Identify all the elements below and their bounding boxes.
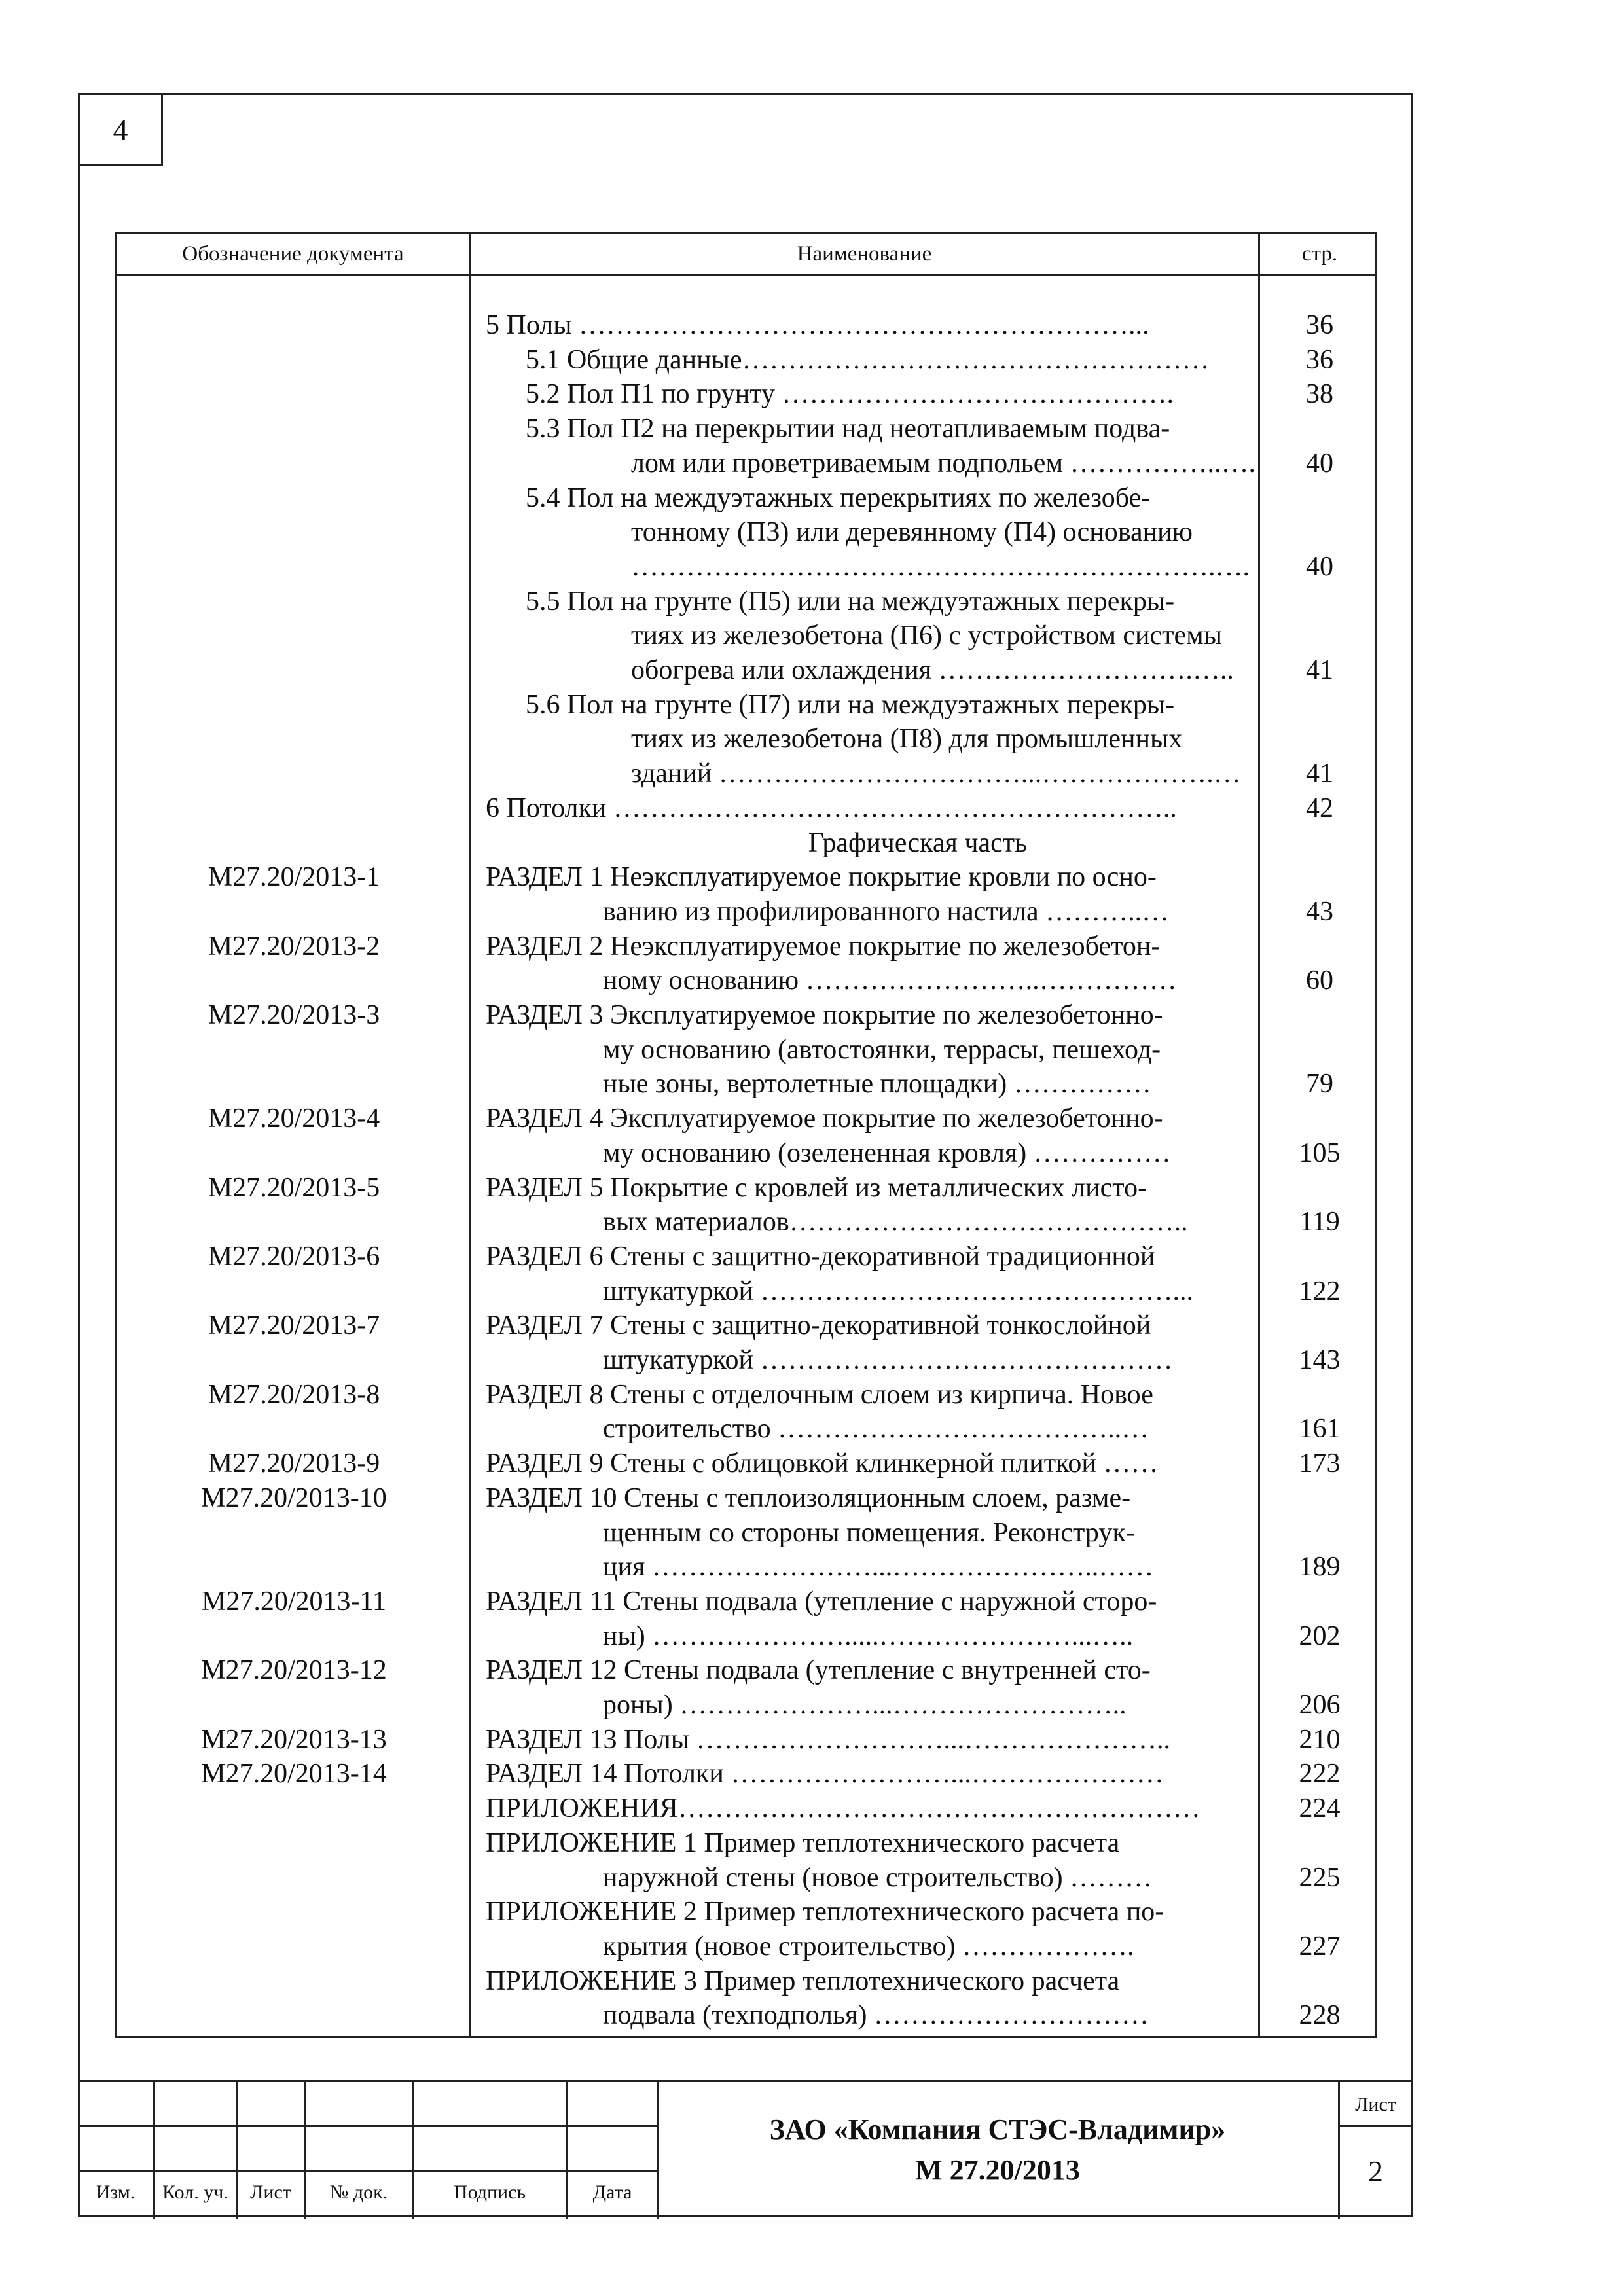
stamp-label-count: Кол. уч.: [162, 2181, 228, 2203]
row-title: РАЗДЕЛ 7 Стены с защитно-декоративной тонкослойной: [486, 1310, 1151, 1341]
page-number: 4: [113, 113, 128, 147]
row-title: тиях из железобетона (П6) с устройством системы: [631, 620, 1222, 651]
row-title: ПРИЛОЖЕНИЕ 2 Пример теплотехнического расчета по-: [486, 1897, 1164, 1928]
document-code: М 27.20/2013: [915, 2154, 1080, 2186]
row-page: 36: [1306, 344, 1333, 375]
row-title: роны) …………………...……………………..: [603, 1690, 1127, 1720]
row-title: РАЗДЕЛ 1 Неэксплуатируемое покрытие кровли по осно-: [486, 862, 1157, 893]
row-page: 40: [1306, 448, 1333, 478]
row-title: му основанию (автостоянки, террасы, пешеход-: [603, 1034, 1161, 1065]
row-page: 42: [1306, 793, 1333, 823]
row-title: лом или проветриваемым подпольем ……………..….: [631, 448, 1256, 478]
stamp-line: [78, 2170, 657, 2172]
row-page: 227: [1299, 1931, 1341, 1962]
row-title: РАЗДЕЛ 10 Стены с теплоизоляционным слоем, разме-: [486, 1482, 1131, 1513]
page-number-box: [78, 93, 163, 166]
stamp-label-signature: Подпись: [453, 2181, 526, 2203]
row-title: ция ……………………...…………………..……: [603, 1552, 1154, 1583]
sheet-label: Лист: [1355, 2094, 1396, 2115]
row-title: щенным со стороны помещения. Реконструк-: [603, 1517, 1135, 1548]
row-title: РАЗДЕЛ 11 Стены подвала (утепление с наружной сторо-: [486, 1586, 1157, 1617]
title-block: [78, 2080, 1413, 2217]
row-title: РАЗДЕЛ 8 Стены с отделочным слоем из кирпича. Новое: [486, 1379, 1153, 1410]
row-code: М27.20/2013-2: [208, 931, 380, 961]
row-title: 5.5 Пол на грунте (П5) или на междуэтажных перекры-: [526, 586, 1175, 617]
row-page: 202: [1299, 1621, 1341, 1651]
row-title: РАЗДЕЛ 13 Полы ………………………...…………………..: [486, 1724, 1170, 1755]
row-code: М27.20/2013-1: [208, 862, 380, 893]
row-title: РАЗДЕЛ 6 Стены с защитно-декоративной традиционной: [486, 1241, 1155, 1272]
row-title: крытия (новое строительство) ……………….: [603, 1931, 1134, 1962]
row-title: обогрева или охлаждения ……………………….…..: [631, 655, 1234, 685]
row-title: ному основанию ……………………..……………: [603, 965, 1177, 996]
row-code: М27.20/2013-14: [201, 1759, 387, 1789]
stamp-line: [78, 2125, 657, 2127]
row-page: 105: [1299, 1138, 1341, 1168]
header-name: Наименование: [797, 242, 932, 266]
stamp-label-change: Изм.: [96, 2181, 135, 2203]
row-title: РАЗДЕЛ 2 Неэксплуатируемое покрытие по железобетон-: [486, 931, 1161, 961]
row-page: 60: [1306, 965, 1333, 996]
row-code: М27.20/2013-11: [202, 1586, 386, 1617]
row-title: ПРИЛОЖЕНИЯ…………………………………………………: [486, 1793, 1200, 1824]
row-title: тиях из железобетона (П8) для промышленных: [631, 724, 1183, 755]
company-block: [657, 2109, 1338, 2191]
stamp-label-sheet: Лист: [250, 2181, 291, 2203]
row-title: строительство ………………………………..…: [603, 1414, 1149, 1444]
row-title: РАЗДЕЛ 3 Эксплуатируемое покрытие по железобетонно-: [486, 1000, 1163, 1030]
row-page: 40: [1306, 551, 1333, 582]
row-title: штукатуркой ………………………………………...: [603, 1276, 1194, 1306]
header-code: Обозначение документа: [182, 242, 404, 266]
row-title: ны) ………………….....…………………...…..: [603, 1621, 1134, 1651]
row-title: РАЗДЕЛ 9 Стены с облицовкой клинкерной плиткой ……: [486, 1448, 1159, 1479]
row-page: 122: [1299, 1276, 1341, 1306]
row-title: 5 Полы ……………………………………………………...: [486, 310, 1149, 340]
row-title: вых материалов……………………………………..: [603, 1207, 1188, 1238]
row-title: подвала (техподполья) …………………………: [603, 2000, 1149, 2031]
row-title: му основанию (озелененная кровля) ……………: [603, 1138, 1171, 1168]
row-title: тонному (П3) или деревянному (П4) основанию: [631, 517, 1193, 548]
row-title: наружной стены (новое строительство) ………: [603, 1862, 1153, 1893]
row-page: 79: [1306, 1069, 1333, 1100]
row-title: 5.4 Пол на междуэтажных перекрытиях по железобе-: [526, 482, 1151, 513]
row-title: 5.2 Пол П1 по грунту …………………………………….: [526, 379, 1174, 410]
row-code: М27.20/2013-7: [208, 1310, 380, 1341]
row-page: 119: [1299, 1207, 1340, 1238]
row-code: М27.20/2013-9: [208, 1448, 380, 1479]
row-title: РАЗДЕЛ 14 Потолки ……………………...…………………: [486, 1759, 1164, 1789]
sheet-number: 2: [1368, 2155, 1383, 2188]
row-code: М27.20/2013-13: [201, 1724, 387, 1755]
row-page: 43: [1306, 896, 1333, 927]
row-code: М27.20/2013-8: [208, 1379, 380, 1410]
row-title: 5.6 Пол на грунте (П7) или на междуэтажных перекры-: [526, 689, 1175, 720]
row-page: 225: [1299, 1862, 1341, 1893]
row-title: ванию из профилированного настила ………..…: [603, 896, 1170, 927]
stamp-label-date: Дата: [592, 2181, 632, 2203]
company-name: ЗАО «Компания СТЭС-Владимир»: [769, 2113, 1226, 2145]
stamp-label-doc: № док.: [329, 2181, 388, 2203]
row-page: 224: [1299, 1793, 1341, 1824]
row-page: 161: [1299, 1414, 1341, 1444]
row-code: М27.20/2013-5: [208, 1172, 380, 1203]
row-page: 222: [1299, 1759, 1341, 1789]
row-code: М27.20/2013-3: [208, 1000, 380, 1030]
row-title: РАЗДЕЛ 5 Покрытие с кровлей из металлических листо-: [486, 1172, 1147, 1203]
row-title: зданий ……………………………...……………….…: [631, 759, 1241, 789]
row-code: М27.20/2013-12: [201, 1655, 387, 1686]
contents-table: [115, 232, 1377, 2038]
row-page: 210: [1299, 1724, 1341, 1755]
row-title: 6 Потолки ……………………………………………………..: [486, 793, 1177, 823]
row-title: 5.3 Пол П2 на перекрытии над неотапливаемым подва-: [526, 414, 1170, 444]
row-title: ……………………………………………………….….: [631, 551, 1250, 582]
row-page: 228: [1299, 2000, 1341, 2031]
row-page: 143: [1299, 1345, 1341, 1375]
row-title: 5.1 Общие данные……………………………………………: [526, 344, 1210, 375]
row-title: РАЗДЕЛ 12 Стены подвала (утепление с внутренней сто-: [486, 1655, 1151, 1686]
row-page: 36: [1306, 310, 1333, 340]
row-title: ПРИЛОЖЕНИЕ 3 Пример теплотехнического расчета: [486, 1965, 1120, 1996]
row-code: М27.20/2013-10: [201, 1482, 387, 1513]
header-page: стр.: [1301, 242, 1338, 266]
row-title: РАЗДЕЛ 4 Эксплуатируемое покрытие по железобетонно-: [486, 1103, 1163, 1134]
row-page: 189: [1299, 1552, 1341, 1583]
stamp-line: [1338, 2125, 1413, 2127]
row-title: Графическая часть: [808, 827, 1028, 858]
row-page: 41: [1306, 759, 1333, 789]
row-title: ные зоны, вертолетные площадки) ……………: [603, 1069, 1151, 1100]
row-page: 38: [1306, 379, 1333, 410]
row-code: М27.20/2013-4: [208, 1103, 380, 1134]
row-title: ПРИЛОЖЕНИЕ 1 Пример теплотехнического расчета: [486, 1827, 1120, 1858]
row-code: М27.20/2013-6: [208, 1241, 380, 1272]
row-title: штукатуркой ………………………………………: [603, 1345, 1173, 1375]
row-page: 41: [1306, 655, 1333, 685]
row-page: 173: [1299, 1448, 1341, 1479]
header-divider: [117, 274, 1375, 276]
row-page: 206: [1299, 1690, 1341, 1720]
